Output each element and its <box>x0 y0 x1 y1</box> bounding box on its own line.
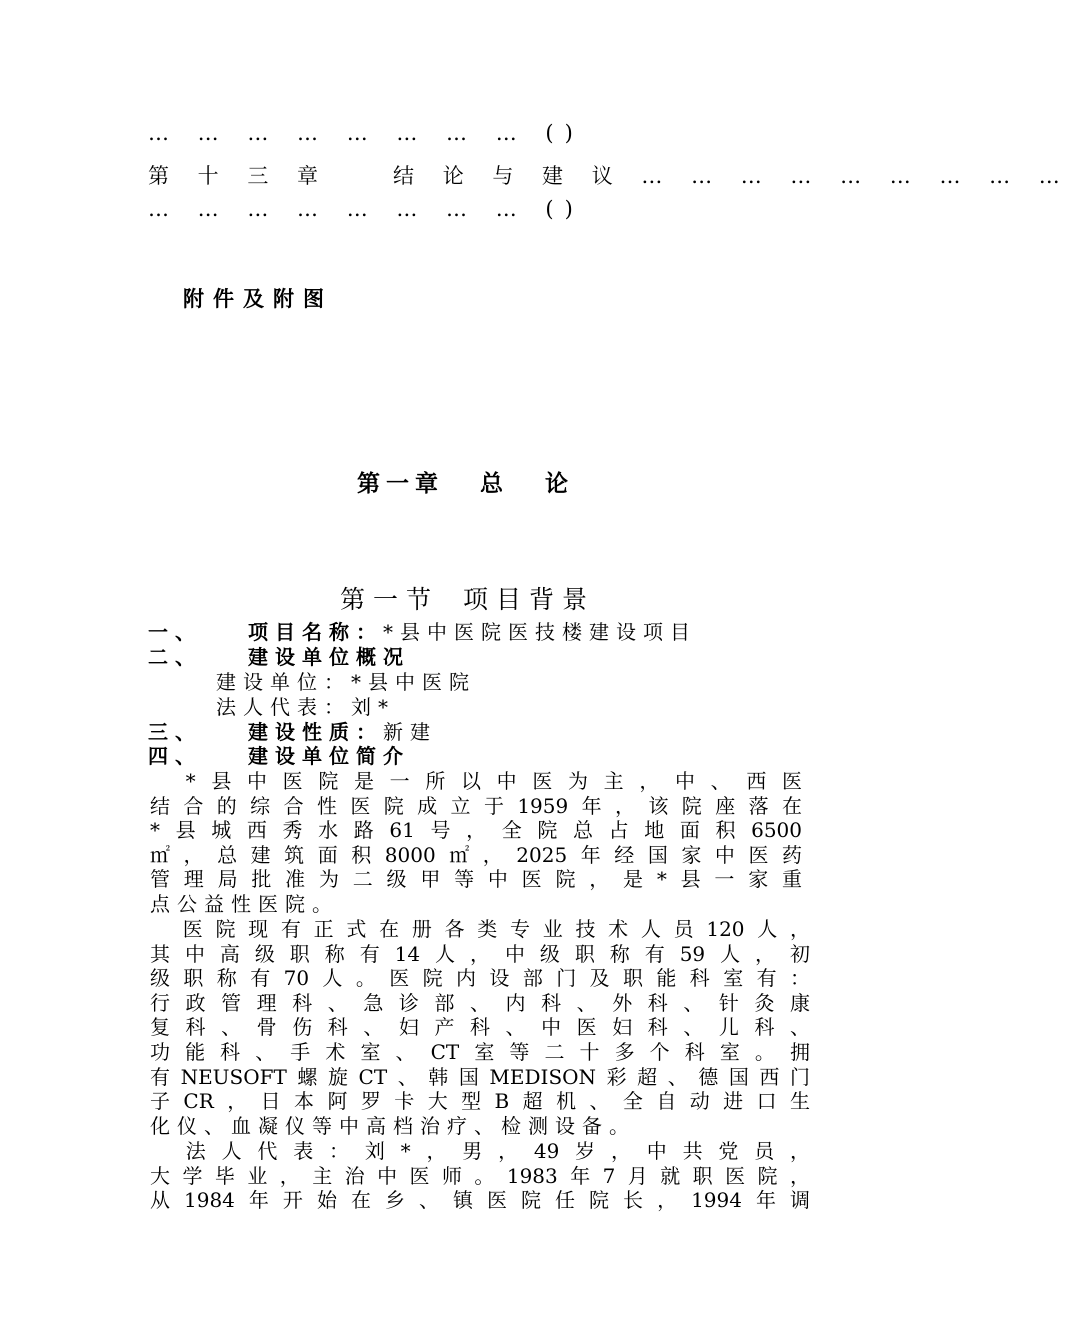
paragraph-line: 行政管理科、急诊部、内科、外科、针灸康 <box>150 990 810 1015</box>
paragraph-line: 从1984年开始在乡、镇医院任院长，1994年调 <box>150 1188 810 1213</box>
chapter-heading <box>357 465 574 498</box>
paragraph-line: 结合的综合性医院成立于1959年，该院座落在 <box>150 793 802 818</box>
paragraph-line: 级职称有70人。医院内设部门及职能科室有： <box>150 966 810 991</box>
toc-line-chapter-13: 第 十 三 章 结 论 与 建 议 … … … … … … … … … <box>148 164 1071 188</box>
item-number: 三、 <box>148 720 202 744</box>
item-label: 建设性质： <box>248 720 383 744</box>
section-heading <box>340 580 595 616</box>
paragraph-line: 有NEUSOFT螺旋CT、韩国MEDISON彩超、德国西门 <box>150 1064 810 1089</box>
item-value: 新建 <box>383 720 437 744</box>
section-title: 项目背景 <box>463 585 596 614</box>
item-label: 建设单位概况 <box>248 645 410 669</box>
paragraph-line: ㎡，总建筑面积8000㎡，2025年经国家中医药 <box>150 842 802 867</box>
paragraph-line: *县城西秀水路61号，全院总占地面积6500 <box>150 818 802 843</box>
item-label: 建设单位简介 <box>248 744 410 768</box>
paragraph-line: 法人代表：刘*，男，49岁，中共党员， <box>150 1139 810 1163</box>
paragraph-legal-representative <box>150 1139 810 1213</box>
paragraph-line: *县中医院是一所以中医为主，中、西医 <box>150 769 802 793</box>
item-sub-unit: 建设单位：*县中医院 <box>216 670 476 694</box>
paragraph-line: 医院现有正式在册各类专业技术人员120人， <box>150 917 810 941</box>
toc-line-3: … … … … … … … … () <box>148 197 584 221</box>
paragraph-hospital-intro <box>150 769 802 917</box>
item-number: 一、 <box>148 620 202 644</box>
paragraph-line: 子CR，日本阿罗卡大型B超机、全自动进口生 <box>150 1089 810 1114</box>
paragraph-line: 化仪、血凝仪等中高档治疗、检测设备。 <box>150 1113 636 1138</box>
paragraph-line: 管理局批准为二级甲等中医院，是*县一家重 <box>150 867 802 892</box>
appendix-heading: 附件及附图 <box>183 287 333 311</box>
item-project-name <box>148 620 697 644</box>
toc-line-1: … … … … … … … … () <box>148 121 584 145</box>
paragraph-line: 点公益性医院。 <box>150 891 339 916</box>
paragraph-line: 大学毕业，主治中医师。1983年7月就职医院， <box>150 1163 810 1188</box>
paragraph-line: 功能科、手术室、CT室等二十多个科室。拥 <box>150 1039 810 1064</box>
item-number: 四、 <box>148 744 202 768</box>
item-number: 二、 <box>148 645 202 669</box>
paragraph-line: 其中高级职称有14人，中级职称有59人，初 <box>150 941 810 966</box>
item-unit-overview <box>148 645 410 669</box>
item-nature <box>148 720 437 744</box>
section-label: 第一节 <box>340 585 440 614</box>
item-intro <box>148 744 410 768</box>
paragraph-staff-departments <box>150 917 810 1138</box>
chapter-title-b: 论 <box>545 471 574 497</box>
chapter-title-a: 总 <box>480 471 509 497</box>
item-sub-legal-rep: 法人代表：刘* <box>216 695 395 719</box>
chapter-label: 第一章 <box>357 471 444 497</box>
item-value: *县中医院医技楼建设项目 <box>383 620 697 644</box>
paragraph-line: 复科、骨伤科、妇产科、中医妇科、儿科、 <box>150 1015 810 1040</box>
item-label: 项目名称： <box>248 620 383 644</box>
